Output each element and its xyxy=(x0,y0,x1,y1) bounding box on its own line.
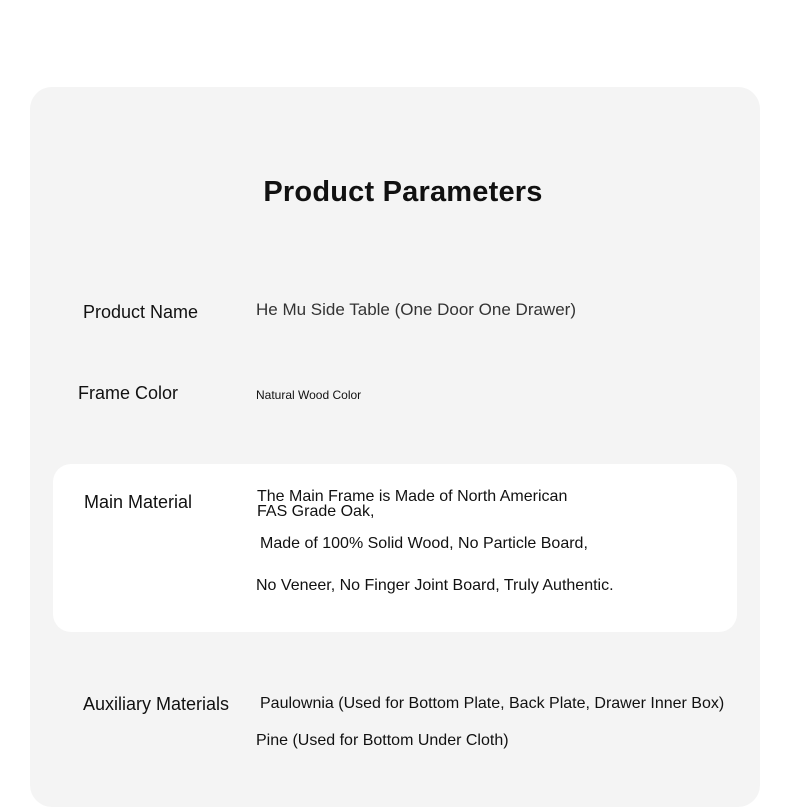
main-material-line-1: The Main Frame is Made of North American xyxy=(257,488,568,505)
main-material-line-4: No Veneer, No Finger Joint Board, Truly Authentic. xyxy=(256,577,614,594)
product-name-label: Product Name xyxy=(83,302,199,322)
main-material-label: Main Material xyxy=(84,492,193,512)
main-material-line-3: Made of 100% Solid Wood, No Particle Board, xyxy=(260,535,588,552)
page-title: Product Parameters xyxy=(263,176,543,208)
auxiliary-materials-label: Auxiliary Materials xyxy=(83,694,230,714)
product-name-value: He Mu Side Table (One Door One Drawer) xyxy=(256,300,576,319)
auxiliary-materials-line-2: Pine (Used for Bottom Under Cloth) xyxy=(256,732,509,749)
auxiliary-materials-line-1: Paulownia (Used for Bottom Plate, Back Plate, Drawer Inner Box) xyxy=(260,695,725,712)
frame-color-value: Natural Wood Color xyxy=(256,388,362,402)
main-material-line-2: FAS Grade Oak, xyxy=(257,503,375,520)
frame-color-label: Frame Color xyxy=(78,383,179,403)
